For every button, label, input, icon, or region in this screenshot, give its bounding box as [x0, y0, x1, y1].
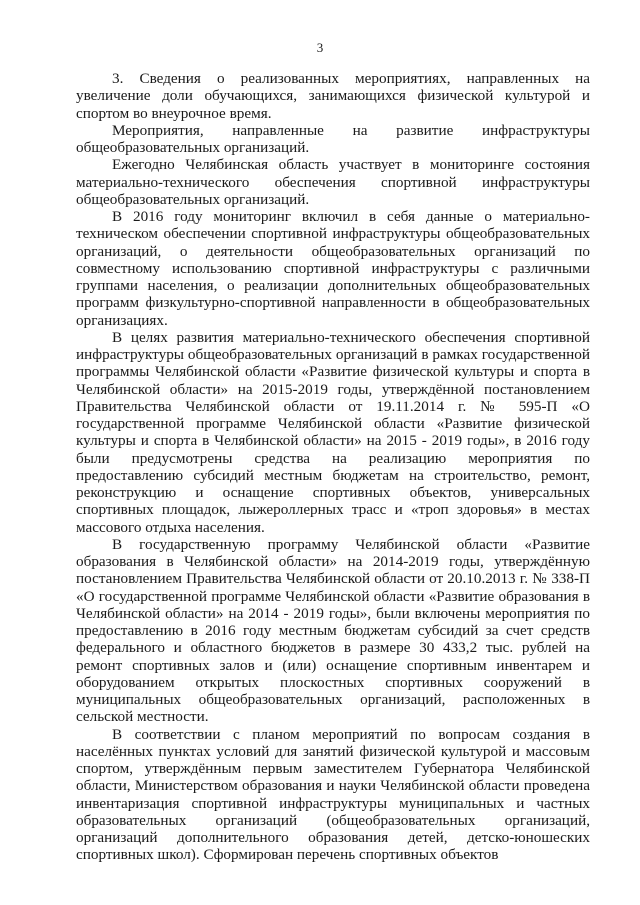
- paragraph-monitoring: Ежегодно Челябинская область участвует в мониторинге состояния материально-технического обеспечения спортивной инфраструктуры общеобразовательных организаций.: [76, 156, 590, 208]
- paragraph-section-heading: 3. Сведения о реализованных мероприятиях, направленных на увеличение доли обучающихся, занимающихся физической культурой и спортом во внеурочное время.: [76, 70, 590, 122]
- page-number: 3: [316, 40, 324, 55]
- paragraph-subheading: Мероприятия, направленные на развитие инфраструктуры общеобразовательных организаций.: [76, 121, 590, 156]
- document-body: [76, 70, 590, 864]
- paragraph-inventory: В соответствии с планом мероприятий по вопросам создания в населённых пунктах условий для занятий физической культурой и массовым спортом, утверждённым первым заместителем Губернатора Челябинской области, Министерством образования и науки Челябинской области проведена инвентаризация спортивной инфраструктуры муниципальных и частных образовательных организаций (общеобразовательных организаций, организаций дополнительного образования детей, детско-юношеских спортивных школ). Сформирован перечень спортивных объектов: [76, 725, 590, 864]
- paragraph-sport-program: В целях развития материально-технического обеспечения спортивной инфраструктуры общеобразовательных организаций в рамках государственной программы Челябинской области «Развитие физической культуры и спорта в Челябинской области» на 2015-2019 годы, утверждённой постановлением Правительства Челябинской области от 19.11.2014 г. № 595-П «О государственной программе Челябинской области «Развитие физической культуры и спорта в Челябинской области» на 2015 - 2019 годы», в 2016 году были предусмотрены средства на реализацию мероприятия по предоставлению субсидий местным бюджетам на строительство, ремонт, реконструкцию и оснащение спортивных объектов, универсальных спортивных площадок, лыжероллерных трасс и «троп здоровья» в местах массового отдыха населения.: [76, 328, 590, 536]
- paragraph-monitoring-2016: В 2016 году мониторинг включил в себя данные о материально-техническом обеспечении спортивной инфраструктуры общеобразовательных организаций, о деятельности общеобразовательных организаций по совместному использованию спортивной инфраструктуры с различными группами населения, о реализации дополнительных общеобразовательных программ физкультурно-спортивной направленности в общеобразовательных организациях.: [76, 208, 590, 329]
- paragraph-education-program: В государственную программу Челябинской области «Развитие образования в Челябинской области» на 2014-2019 годы, утверждённую постановлением Правительства Челябинской области от 20.10.2013 г. № 338-П «О государственной программе Челябинской области «Развитие образования в Челябинской области» на 2014 - 2019 годы», были включены мероприятия по предоставлению в 2016 году местным бюджетам субсидий за счет средств федерального и областного бюджетов в размере 30 433,2 тыс. рублей на ремонт спортивных залов и (или) оснащение спортивным инвентарем и оборудованием открытых плоскостных спортивных сооружений в муниципальных общеобразовательных организаций, расположенных в сельской местности.: [76, 535, 590, 726]
